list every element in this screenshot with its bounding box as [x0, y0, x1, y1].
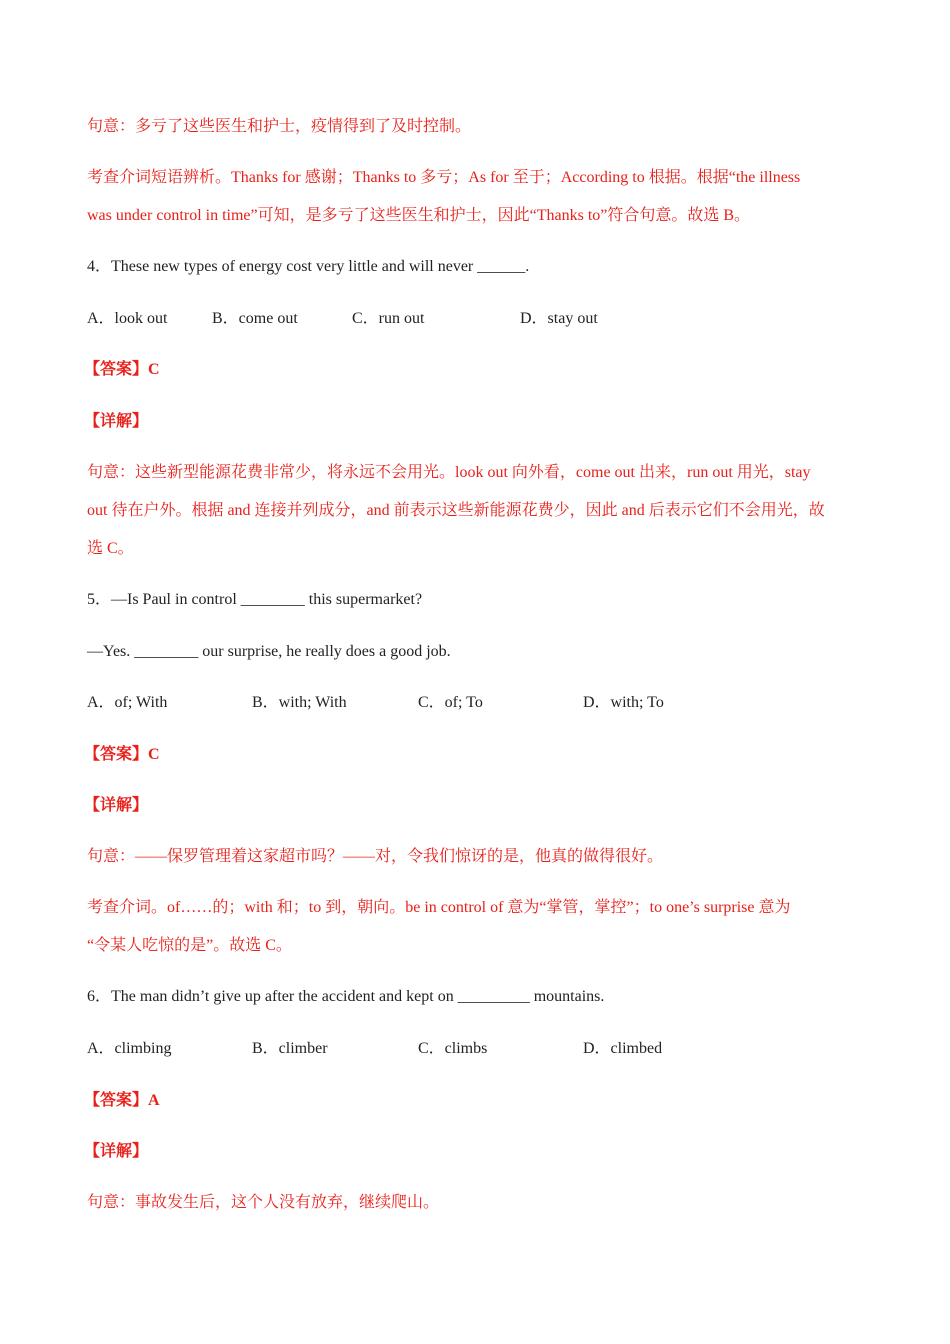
q4-explanation-line-3: 选 C。 — [87, 540, 134, 557]
q6-detail-label: 【详解】 — [84, 1143, 149, 1160]
q4-option-d: D．stay out — [520, 310, 598, 327]
q6-answer: 【答案】A — [84, 1092, 160, 1109]
q3-analysis-line-2: was under control in time”可知，是多亏了这些医生和护士，因此“Thanks to”符合句意。故选 B。 — [87, 207, 751, 224]
q5-option-d: D．with; To — [583, 694, 664, 711]
q5-answer: 【答案】C — [84, 746, 160, 763]
q5-option-a: A．of; With — [87, 694, 168, 711]
q4-explanation-line-2: out 待在户外。根据 and 连接并列成分，and 前表示这些新能源花费少，因此 and 后表示它们不会用光，故 — [87, 502, 825, 519]
q4-option-b: B．come out — [212, 310, 298, 327]
q6-option-d: D．climbed — [583, 1040, 663, 1057]
q5-analysis-line-1: 考查介词。of……的；with 和；to 到，朝向。be in control of 意为“掌管，掌控”；to one’s surprise 意为 — [87, 899, 791, 916]
q6-stem: 6．The man didn’t give up after the accident and kept on _________ mountains. — [87, 988, 605, 1005]
q6-option-c: C．climbs — [418, 1040, 488, 1057]
q6-option-a: A．climbing — [87, 1040, 172, 1057]
q6-option-b: B．climber — [252, 1040, 328, 1057]
q6-meaning: 句意：事故发生后，这个人没有放弃，继续爬山。 — [87, 1194, 440, 1211]
q5-option-b: B．with; With — [252, 694, 347, 711]
q3-analysis-line-1: 考查介词短语辨析。Thanks for 感谢；Thanks to 多亏；As for 至于；According to 根据。根据“the illness — [87, 169, 801, 186]
q4-stem: 4．These new types of energy cost very little and will never ______. — [87, 258, 530, 275]
q4-answer: 【答案】C — [84, 361, 160, 378]
q4-detail-label: 【详解】 — [84, 413, 149, 430]
q3-meaning: 句意：多亏了这些医生和护士，疫情得到了及时控制。 — [87, 118, 472, 135]
q4-explanation-line-1: 句意：这些新型能源花费非常少，将永远不会用光。look out 向外看，come out 出来，run out 用光，stay — [87, 464, 811, 481]
q5-detail-label: 【详解】 — [84, 797, 149, 814]
q5-analysis-line-2: “令某人吃惊的是”。故选 C。 — [87, 937, 292, 954]
q4-option-a: A．look out — [87, 310, 168, 327]
q4-option-c: C．run out — [352, 310, 425, 327]
q5-meaning: 句意：——保罗管理着这家超市吗？——对，令我们惊讶的是，他真的做得很好。 — [87, 848, 664, 865]
q5-option-c: C．of; To — [418, 694, 483, 711]
q5-stem-line-1: 5．—Is Paul in control ________ this supermarket? — [87, 591, 423, 608]
q5-stem-line-2: —Yes. ________ our surprise, he really does a good job. — [87, 643, 451, 660]
